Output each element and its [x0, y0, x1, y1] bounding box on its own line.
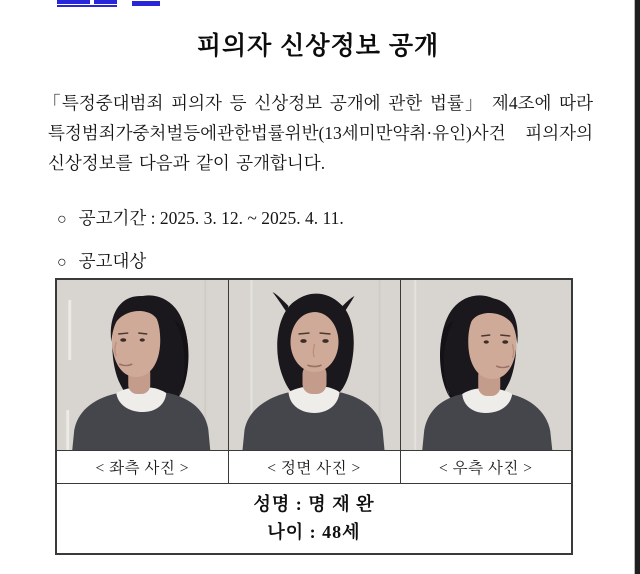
circle-bullet-icon: ○	[57, 254, 67, 271]
front-photo-image	[229, 280, 400, 450]
link-fragment	[94, 0, 117, 4]
link-fragment	[57, 0, 90, 4]
left-profile-photo-image	[57, 280, 228, 450]
caption-row	[56, 451, 572, 484]
suspect-info-table	[55, 278, 573, 555]
caption-left: < 좌측 사진 >	[56, 451, 228, 484]
info-row	[56, 484, 572, 554]
suspect-info-cell	[56, 484, 572, 554]
notice-subject-line	[57, 248, 146, 273]
right-profile-photo	[400, 279, 572, 451]
notice-period-line	[57, 205, 344, 230]
notice-period-text: 공고기간 : 2025. 3. 12. ~ 2025. 4. 11.	[78, 208, 344, 228]
suspect-name: 성명 : 명 재 완	[253, 494, 375, 515]
suspect-age: 나이 : 48세	[267, 522, 361, 543]
intro-line: 신상정보를 다음과 같이 공개합니다.	[48, 153, 326, 173]
page-title: 피의자 신상정보 공개	[196, 32, 440, 60]
notice-subject-text: 공고대상	[78, 251, 147, 271]
photo-row	[56, 279, 572, 451]
front-photo	[228, 279, 400, 451]
link-fragment	[132, 1, 160, 6]
clipped-link-remnant[interactable]	[55, 0, 165, 8]
caption-right: < 우측 사진 >	[400, 451, 572, 484]
intro-paragraph	[43, 88, 593, 178]
intro-line: 「특정중대범죄 피의자 등 신상정보 공개에 관한 법률」 제4조에 따라	[43, 93, 593, 113]
intro-line: 특정범죄가중처벌등에관한법률위반(13세미만약취·유인)사건 피의자의	[48, 123, 593, 143]
link-underline	[57, 5, 117, 7]
caption-front: < 정면 사진 >	[228, 451, 400, 484]
left-profile-photo	[56, 279, 228, 451]
circle-bullet-icon: ○	[57, 211, 67, 228]
right-profile-photo-image	[401, 280, 572, 450]
viewport-right-edge	[634, 0, 640, 574]
